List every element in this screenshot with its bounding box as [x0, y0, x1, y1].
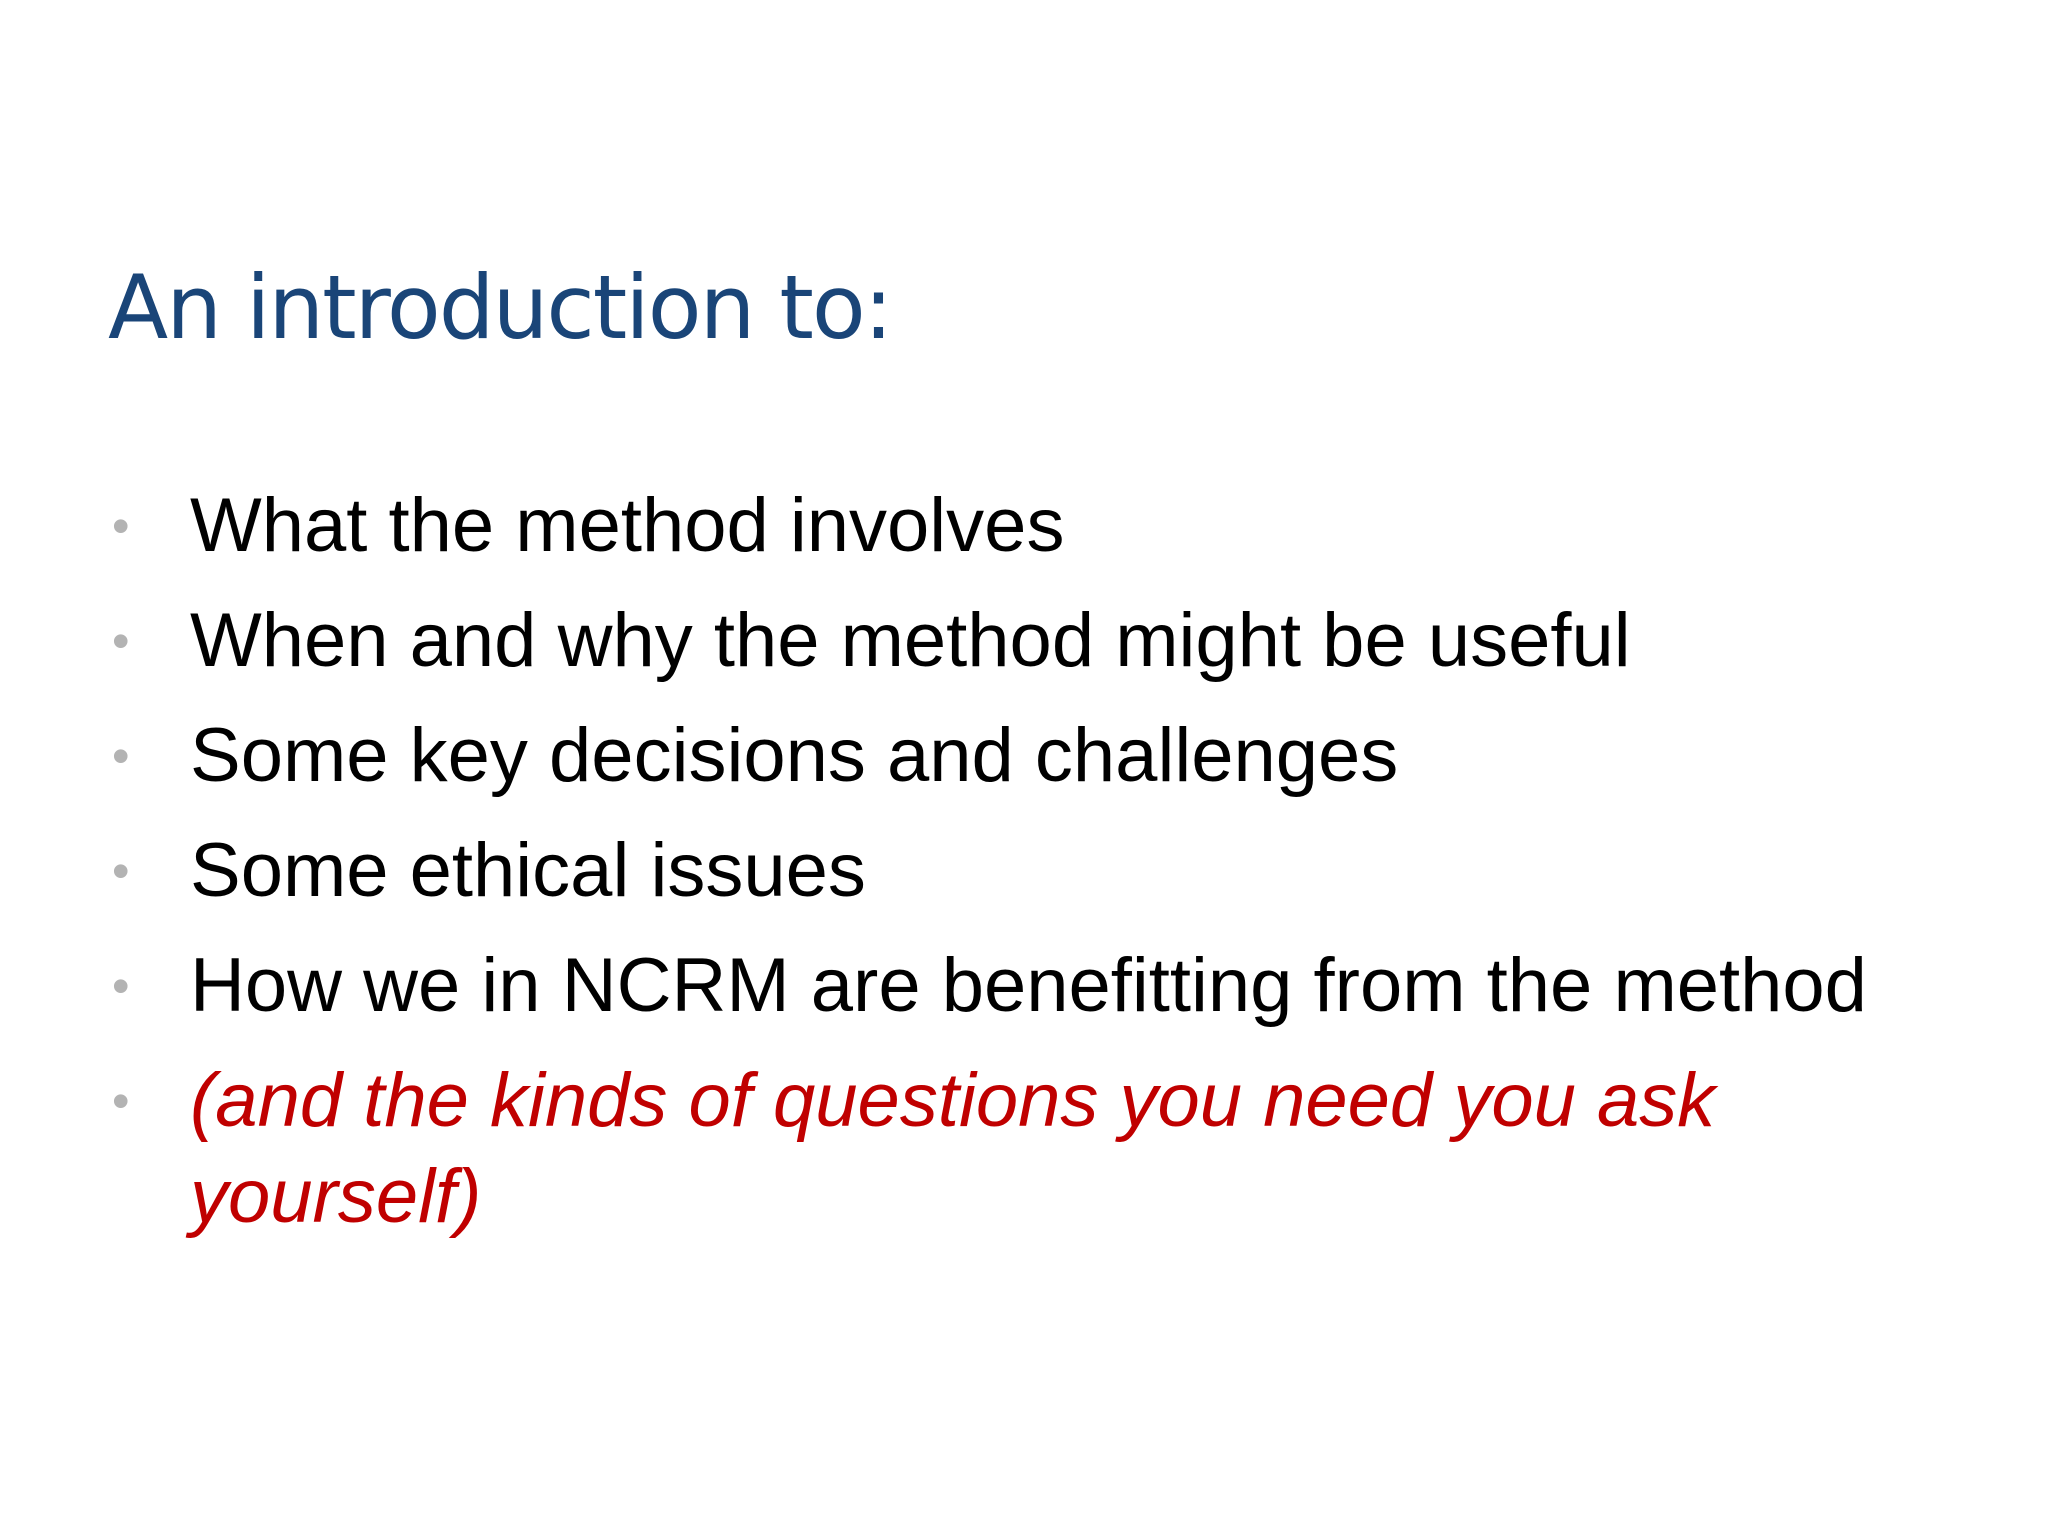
bullet-item: [110, 478, 1930, 574]
slide-title: An introduction to:: [108, 256, 892, 359]
bullet-icon: •: [112, 728, 130, 784]
bullet-item: [110, 823, 1930, 919]
bullet-icon: •: [112, 843, 130, 899]
bullet-text: How we in NCRM are benefitting from the method: [190, 943, 1867, 1028]
bullet-icon: •: [112, 498, 130, 554]
bullet-list: [110, 478, 1930, 1264]
bullet-text: (and the kinds of questions you need you ask yourself): [190, 1058, 1716, 1239]
bullet-item-accent: [110, 1053, 1930, 1245]
bullet-item: [110, 593, 1930, 689]
bullet-icon: •: [112, 613, 130, 669]
bullet-icon: •: [112, 958, 130, 1014]
bullet-item: [110, 708, 1930, 804]
bullet-text: What the method involves: [190, 483, 1065, 568]
bullet-item: [110, 938, 1930, 1034]
bullet-icon: •: [112, 1073, 130, 1129]
bullet-text: Some ethical issues: [190, 828, 866, 913]
bullet-text: Some key decisions and challenges: [190, 713, 1399, 798]
bullet-text: When and why the method might be useful: [190, 598, 1631, 683]
